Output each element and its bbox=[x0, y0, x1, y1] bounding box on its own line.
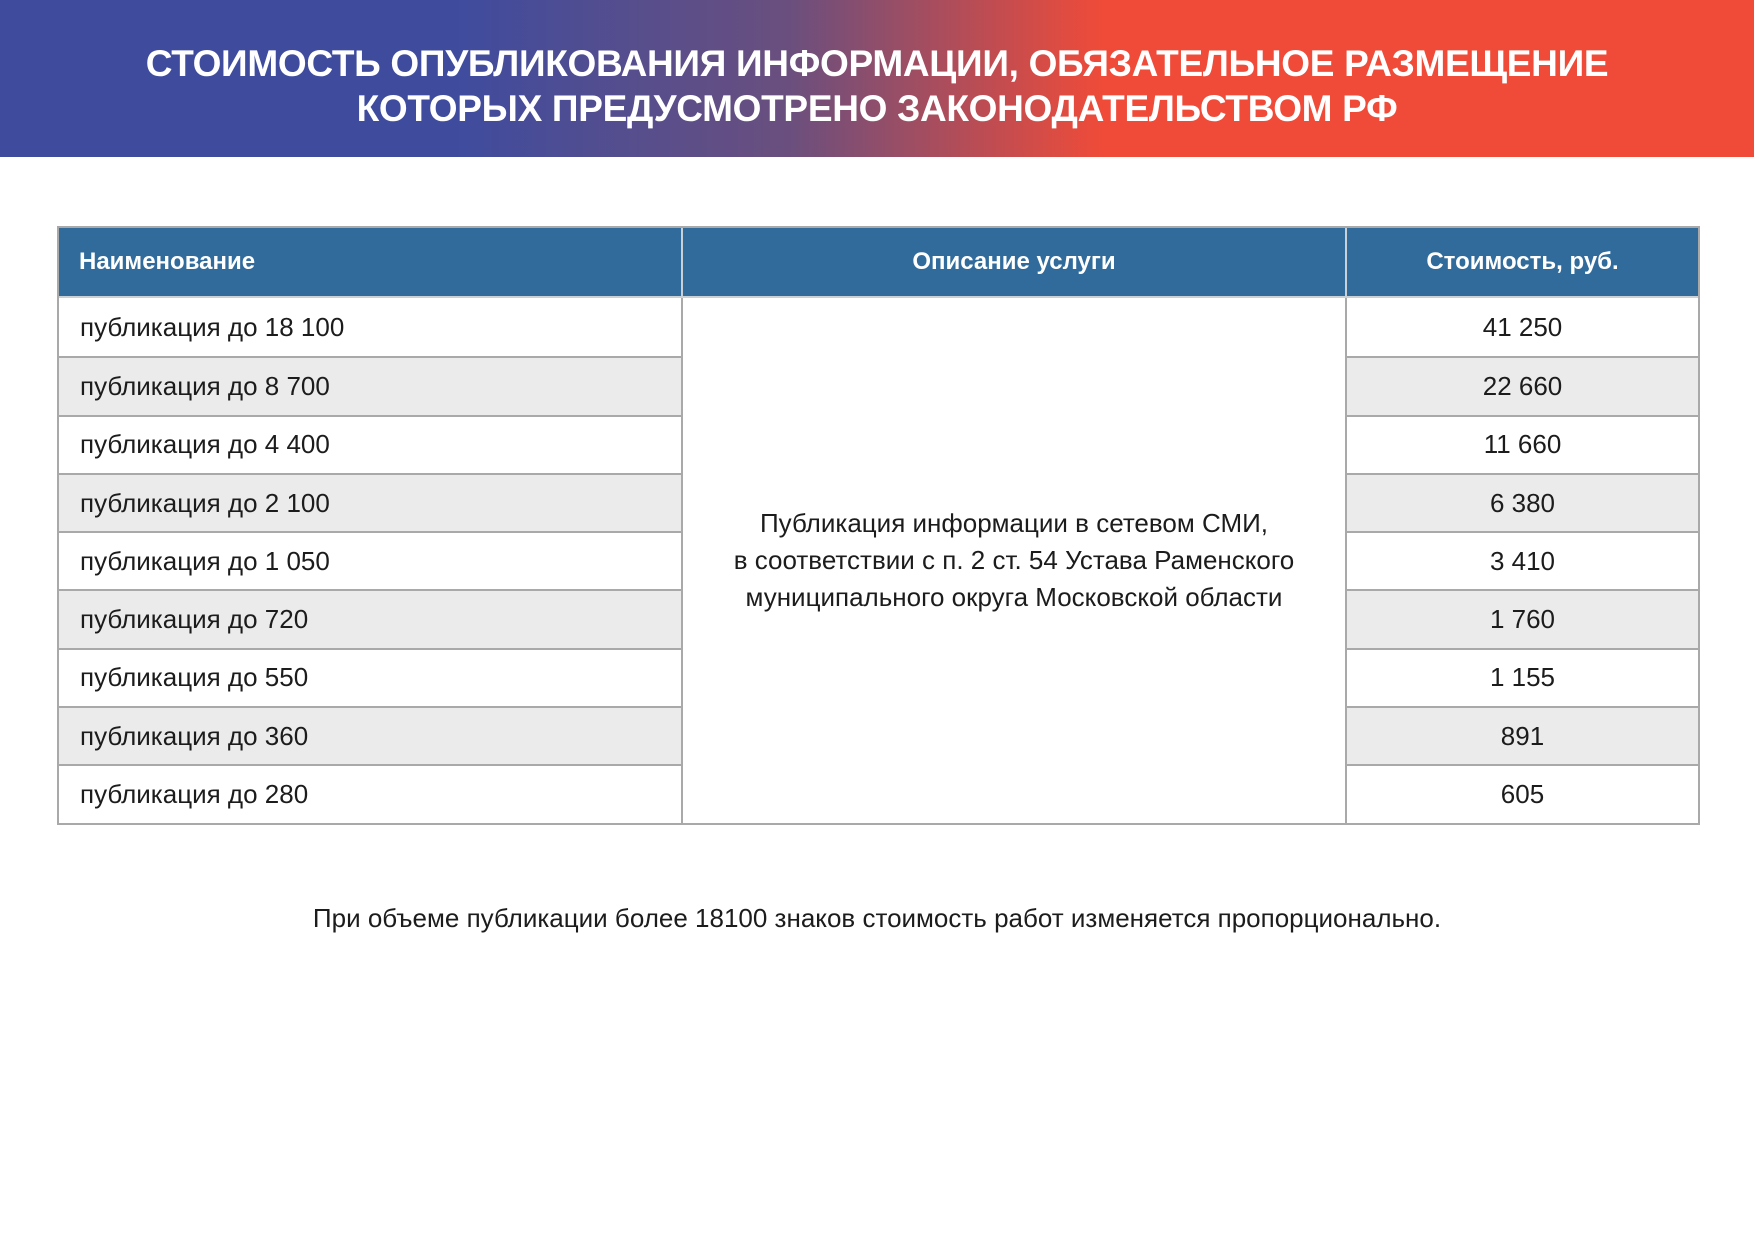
service-description-line3: муниципального округа Московской области bbox=[745, 581, 1283, 612]
table-row-price: 22 660 bbox=[1347, 356, 1698, 414]
table-row-name: публикация до 2 100 bbox=[59, 473, 683, 531]
service-description-line2: в соответствии с п. 2 ст. 54 Устава Раменского bbox=[733, 544, 1295, 575]
table-row-name: публикация до 1 050 bbox=[59, 531, 683, 589]
table-row-name: публикация до 4 400 bbox=[59, 415, 683, 473]
title-banner bbox=[0, 0, 1754, 157]
table-row-price: 3 410 bbox=[1347, 531, 1698, 589]
column-header-name: Наименование bbox=[59, 228, 683, 298]
table-row-name: публикация до 8 700 bbox=[59, 356, 683, 414]
table-row-name: публикация до 550 bbox=[59, 648, 683, 706]
table-row-name: публикация до 280 bbox=[59, 764, 683, 822]
pricing-table bbox=[57, 226, 1700, 825]
footer-note: При объеме публикации более 18100 знаков стоимость работ изменяется пропорционально. bbox=[312, 903, 1442, 933]
table-row-price: 1 155 bbox=[1347, 648, 1698, 706]
table-row-name: публикация до 720 bbox=[59, 589, 683, 647]
table-row-price: 6 380 bbox=[1347, 473, 1698, 531]
table-row-price: 605 bbox=[1347, 764, 1698, 822]
table-row-price: 891 bbox=[1347, 706, 1698, 764]
service-description-line1: Публикация информации в сетевом СМИ, bbox=[759, 507, 1269, 538]
page-title-line1: СТОИМОСТЬ ОПУБЛИКОВАНИЯ ИНФОРМАЦИИ, ОБЯЗАТЕЛЬНОЕ РАЗМЕЩЕНИЕ bbox=[145, 43, 1609, 84]
page-title-line2: КОТОРЫХ ПРЕДУСМОТРЕНО ЗАКОНОДАТЕЛЬСТВОМ РФ bbox=[356, 88, 1398, 129]
column-header-description: Описание услуги bbox=[683, 228, 1347, 298]
table-row-name: публикация до 18 100 bbox=[59, 298, 683, 356]
table-row-name: публикация до 360 bbox=[59, 706, 683, 764]
table-row-price: 11 660 bbox=[1347, 415, 1698, 473]
table-row-price: 41 250 bbox=[1347, 298, 1698, 356]
service-description-cell bbox=[683, 298, 1347, 823]
column-header-price: Стоимость, руб. bbox=[1347, 228, 1698, 298]
table-row-price: 1 760 bbox=[1347, 589, 1698, 647]
service-description-text bbox=[734, 505, 1295, 616]
